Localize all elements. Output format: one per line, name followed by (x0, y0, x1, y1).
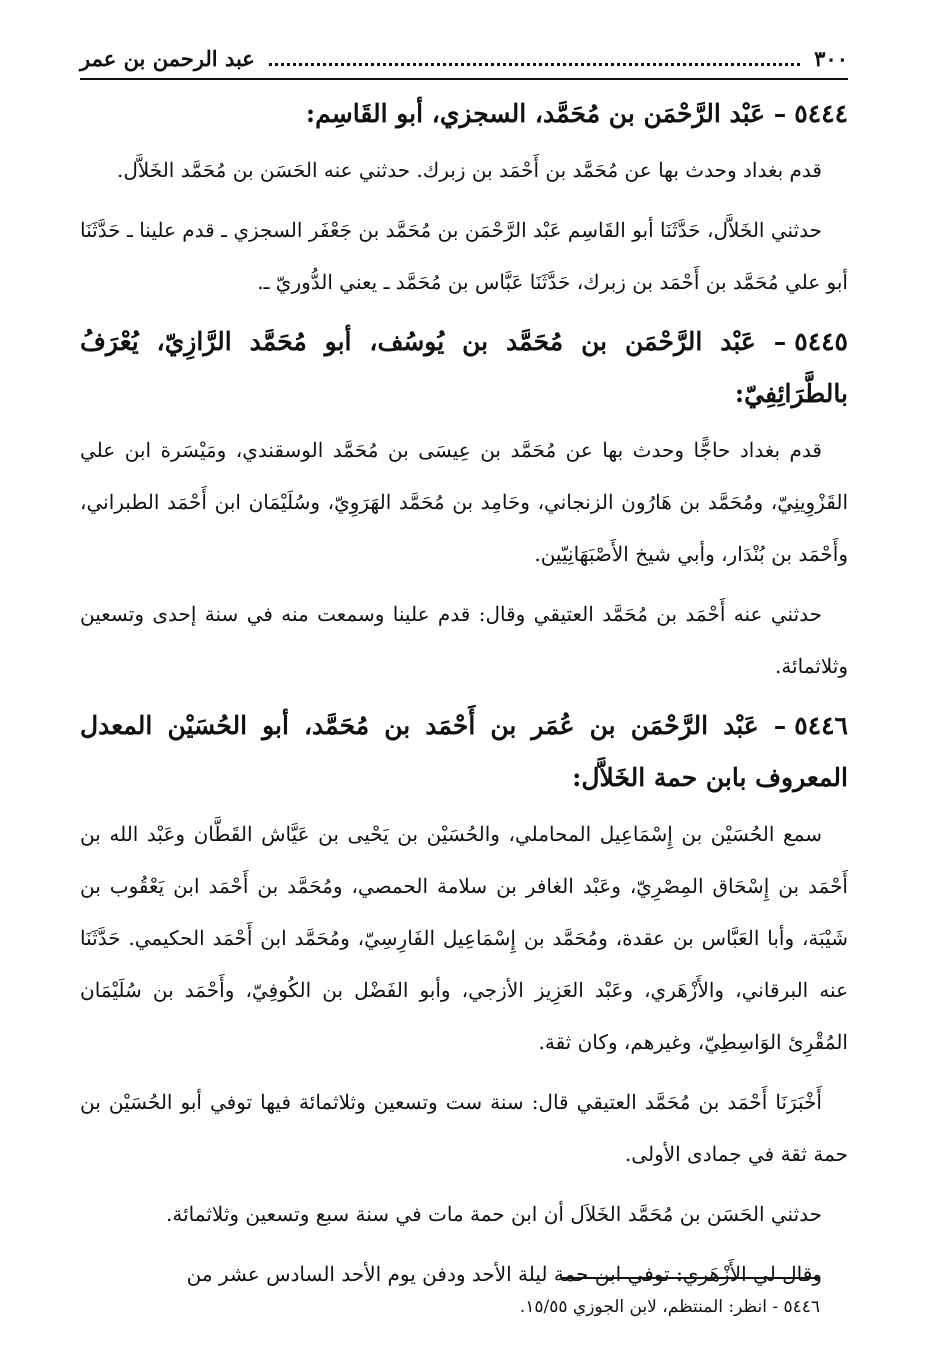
entry-heading-text: عَبْد الرَّحْمَن بن عُمَر بن أَحْمَد بن مُحَمَّد، أبو الحُسَيْن المعدل المعروف بابن حمة الخَلاَّل: (80, 711, 848, 792)
page-number: ٣٠٠ (814, 45, 848, 71)
entry-number: ٥٤٤٤ (794, 99, 848, 128)
paragraph: قدم بغداد وحدث بها عن مُحَمَّد بن أَحْمَد بن زبرك. حدثني عنه الحَسَن بن مُحَمَّد الخَلاَّل. (116, 158, 822, 182)
entry-heading: ٥٤٤٤– عَبْد الرَّحْمَن بن مُحَمَّد، السجزي، أبو القَاسِم: (305, 99, 848, 128)
entry-number: ٥٤٤٦ (794, 711, 848, 740)
page-body (80, 88, 848, 1308)
paragraph: أَخْبَرَنَا أَحْمَد بن مُحَمَّد العتيقي قال: سنة ست وتسعين وثلاثمائة فيها توفي أبو الحُسَيْن بن حمة ثقة في جمادى الأولى. (80, 1090, 848, 1166)
header-dot-leader (269, 63, 800, 66)
entry (80, 700, 848, 1300)
entry-heading: ٥٤٤٥– عَبْد الرَّحْمَن بن مُحَمَّد بن يُوسُف، أبو مُحَمَّد الرَّازِيّ، يُعْرَفُ بالطَّرَائِفِيّ: (80, 327, 848, 408)
entry-number: ٥٤٤٥ (794, 327, 848, 356)
entry-heading-text: عَبْد الرَّحْمَن بن مُحَمَّد، السجزي، أبو القَاسِم: (305, 99, 766, 128)
paragraph: حدثني عنه أَحْمَد بن مُحَمَّد العتيقي وقال: قدم علينا وسمعت منه في سنة إحدى وتسعين وثلاثمائة. (80, 602, 848, 678)
running-title: عبد الرحمن بن عمر (80, 45, 255, 71)
entry (80, 88, 848, 308)
paragraph: قدم بغداد حاجًّا وحدث بها عن مُحَمَّد بن عِيسَى بن مُحَمَّد الوسقندي، ومَيْسَرة ابن علي القَزْوِينِيّ، ومُحَمَّد بن هَارُون الزنجاني، وحَامِد بن مُحَمَّد الهَرَوِيّ، وسُلَيْمَان ابن أَحْمَد الطبراني، وأَحْمَد بن بُنْدَار، وأبي شيخ الأَصْبَهَانِيّين. (80, 438, 848, 566)
paragraph: سمع الحُسَيْن بن إِسْمَاعِيل المحاملي، والحُسَيْن بن يَحْيى بن عَيَّاش القَطَّان وعَبْد الله بن أَحْمَد بن إِسْحَاق المِصْرِيّ، وعَبْد الغافر بن سلامة الحمصي، ومُحَمَّد بن أَحْمَد ابن يَعْقُوب بن شَيْبَة، وأبا العَبَّاس بن عقدة، ومُحَمَّد بن إِسْمَاعِيل الفَارِسِيّ، ومُحَمَّد ابن أَحْمَد الحكيمي. حَدَّثَنَا عنه البرقاني، والأَزْهَري، وعَبْد العَزِيز الأزجي، وأبو الفَضْل بن الكُوفِيّ، وأَحْمَد بن سُلَيْمَان المُقْرِئ الوَاسِطِيّ، وغيرهم، وكان ثقة. (80, 822, 848, 1054)
paragraph: وقال لي الأَزْهَري: توفي ابن حمة ليلة الأحد ودفن يوم الأحد السادس عشر من (186, 1262, 822, 1286)
entry-heading-text: عَبْد الرَّحْمَن بن مُحَمَّد بن يُوسُف، أبو مُحَمَّد الرَّازِيّ، يُعْرَفُ بالطَّرَائِفِيّ: (80, 327, 848, 408)
paragraph: حدثني الخَلاَّل، حَدَّثَنَا أبو القَاسِم عَبْد الرَّحْمَن بن مُحَمَّد بن جَعْفَر السجزي ـ قدم علينا ـ حَدَّثَنَا أبو علي مُحَمَّد بن أَحْمَد بن زبرك، حَدَّثَنَا عَبَّاس بن مُحَمَّد ـ يعني الدُّوريّ ـ. (80, 218, 848, 294)
entry (80, 316, 848, 692)
entry-heading: ٥٤٤٦– عَبْد الرَّحْمَن بن عُمَر بن أَحْمَد بن مُحَمَّد، أبو الحُسَيْن المعدل المعروف بابن حمة الخَلاَّل: (80, 711, 848, 792)
page-header (80, 38, 848, 80)
footnote-rule (562, 1277, 820, 1279)
paragraph: حدثني الحَسَن بن مُحَمَّد الخَلاَل أن ابن حمة مات في سنة سبع وتسعين وثلاثمائة. (166, 1202, 822, 1226)
footnote: ٥٤٤٦ - انظر: المنتظم، لابن الجوزي ١٥/٥٥. (519, 1297, 820, 1317)
